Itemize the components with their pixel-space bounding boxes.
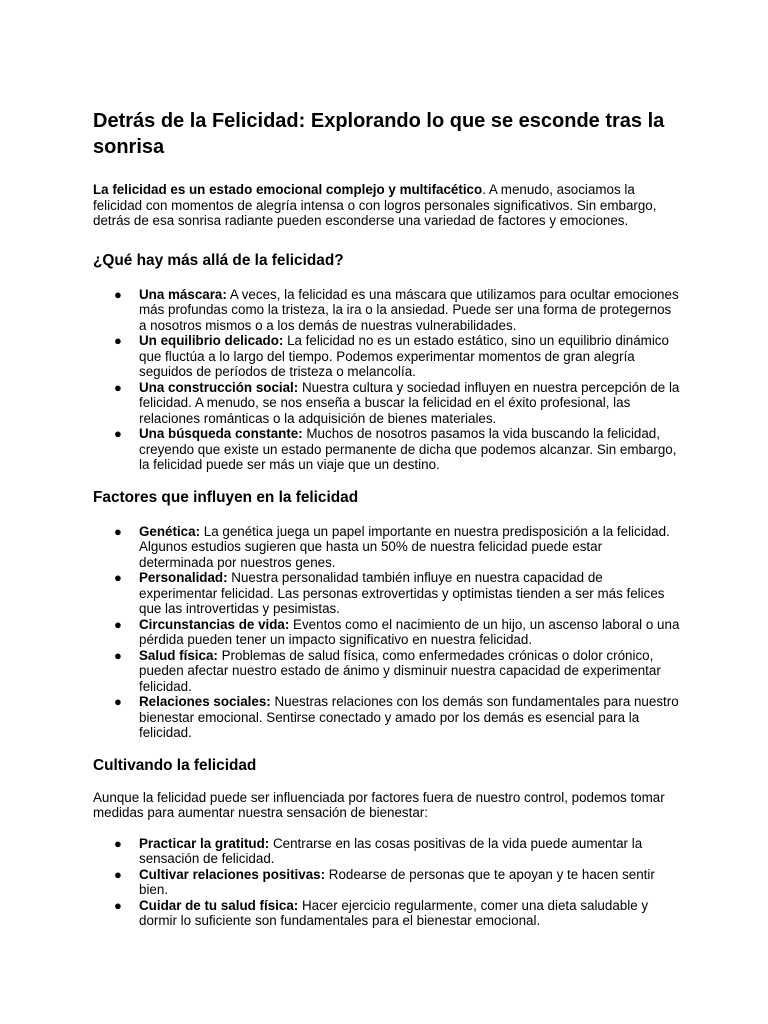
section-heading-beyond-happiness: ¿Qué hay más allá de la felicidad?	[93, 251, 344, 269]
list-item-text: Problemas de salud física, como enfermedades crónicas o dolor crónico, pueden afectar nuestro estado de ánimo y disminuir nuestra capacidad de experimentar felicidad.	[139, 647, 661, 694]
list-item-text: A veces, la felicidad es una máscara que utilizamos para ocultar emociones más profundas como la tristeza, la ira o la ansiedad. Puede ser una forma de protegernos a nosotros mismos o a los demás de nuestras vulnerabilidades.	[139, 286, 679, 333]
list-item	[114, 570, 680, 617]
list-item-term: Una construcción social:	[139, 379, 299, 395]
list-item-text: Hacer ejercicio regularmente, comer una dieta saludable y dormir lo suficiente son fundamentales para el bienestar emocional.	[139, 897, 649, 929]
list-item-text: Nuestras relaciones con los demás son fundamentales para nuestro bienestar emocional. Sentirse conectado y amado por los demás es esencial para la felicidad.	[139, 694, 679, 741]
list-item-term: Un equilibrio delicado:	[139, 333, 284, 349]
intro-text: . A menudo, asociamos la felicidad con momentos de alegría intensa o con logros personales significativos. Sin embargo, detrás de esa sonrisa radiante pueden esconderse una variedad de factores y emociones.	[93, 182, 657, 229]
list-item	[114, 647, 680, 695]
list-item-term: Relaciones sociales:	[139, 694, 271, 710]
cultivating-list	[93, 836, 680, 929]
list-item-text: Nuestra personalidad también influye en nuestra capacidad de experimentar felicidad. Las personas extrovertidas y optimistas tienden a ser más felices que las introvertidas y pesimistas.	[139, 570, 665, 617]
factors-list	[93, 524, 680, 741]
list-item-term: Genética:	[139, 523, 201, 539]
list-item-text: Rodearse de personas que te apoyan y te hacen sentir bien.	[139, 866, 655, 898]
bullet-icon: ●	[114, 333, 122, 349]
bullet-icon: ●	[114, 647, 122, 663]
bullet-icon: ●	[114, 426, 122, 442]
list-item-term: Circunstancias de vida:	[139, 616, 290, 632]
list-item	[114, 694, 680, 741]
list-item-term: Una búsqueda constante:	[139, 426, 303, 442]
list-item	[114, 286, 680, 334]
beyond-happiness-list	[93, 287, 680, 473]
list-item	[114, 523, 680, 571]
bullet-icon: ●	[114, 694, 122, 710]
list-item-term: Cuidar de tu salud física:	[139, 897, 299, 913]
list-item-term: Una máscara:	[139, 286, 227, 302]
list-item	[114, 835, 680, 867]
bullet-icon: ●	[114, 616, 122, 632]
list-item-text: Eventos como el nacimiento de un hijo, un ascenso laboral o una pérdida pueden tener un impacto significativo en nuestra felicidad.	[139, 616, 680, 648]
cultivating-intro-paragraph: Aunque la felicidad puede ser influenciada por factores fuera de nuestro control, podemos tomar medidas para aumentar nuestra sensación de bienestar:	[93, 789, 665, 821]
list-item	[114, 379, 680, 427]
bullet-icon: ●	[114, 523, 122, 539]
bullet-icon: ●	[114, 570, 122, 586]
list-item	[114, 426, 680, 473]
bullet-icon: ●	[114, 866, 122, 882]
section-heading-factors: Factores que influyen en la felicidad	[93, 488, 359, 506]
list-item-text: Centrarse en las cosas positivas de la vida puede aumentar la sensación de felicidad.	[139, 835, 643, 867]
list-item-text: Nuestra cultura y sociedad influyen en nuestra percepción de la felicidad. A menudo, se nos enseña a buscar la felicidad en el éxito profesional, las relaciones románticas o la adquisición de bienes materiales.	[139, 379, 680, 426]
bullet-icon: ●	[114, 286, 122, 302]
bullet-icon: ●	[114, 379, 122, 395]
list-item-term: Practicar la gratitud:	[139, 835, 270, 851]
list-item-text: Muchos de nosotros pasamos la vida buscando la felicidad, creyendo que existe un estado permanente de dicha que podemos alcanzar. Sin embargo, la felicidad puede ser más un viaje que un destino.	[139, 426, 677, 473]
list-item-text: La felicidad no es un estado estático, sino un equilibrio dinámico que fluctúa a lo largo del tiempo. Podemos experimentar momentos de gran alegría seguidos de períodos de tristeza o melancolía.	[139, 333, 669, 380]
list-item	[114, 616, 680, 648]
list-item-term: Cultivar relaciones positivas:	[139, 866, 326, 882]
list-item-term: Salud física:	[139, 647, 218, 663]
bullet-icon: ●	[114, 835, 122, 851]
list-item-term: Personalidad:	[139, 570, 228, 586]
section-heading-cultivating: Cultivando la felicidad	[93, 756, 257, 774]
list-item	[114, 897, 680, 929]
list-item	[114, 866, 680, 898]
intro-paragraph	[93, 182, 680, 229]
list-item-text: La genética juega un papel importante en nuestra predisposición a la felicidad. Algunos estudios sugieren que hasta un 50% de nuestra felicidad puede estar determinada por nuestros genes.	[139, 523, 670, 570]
list-item	[114, 333, 680, 380]
document-title: Detrás de la Felicidad: Explorando lo que se esconde tras la sonrisa	[93, 110, 665, 158]
intro-bold-text: La felicidad es un estado emocional complejo y multifacético	[93, 182, 483, 197]
bullet-icon: ●	[114, 897, 122, 913]
